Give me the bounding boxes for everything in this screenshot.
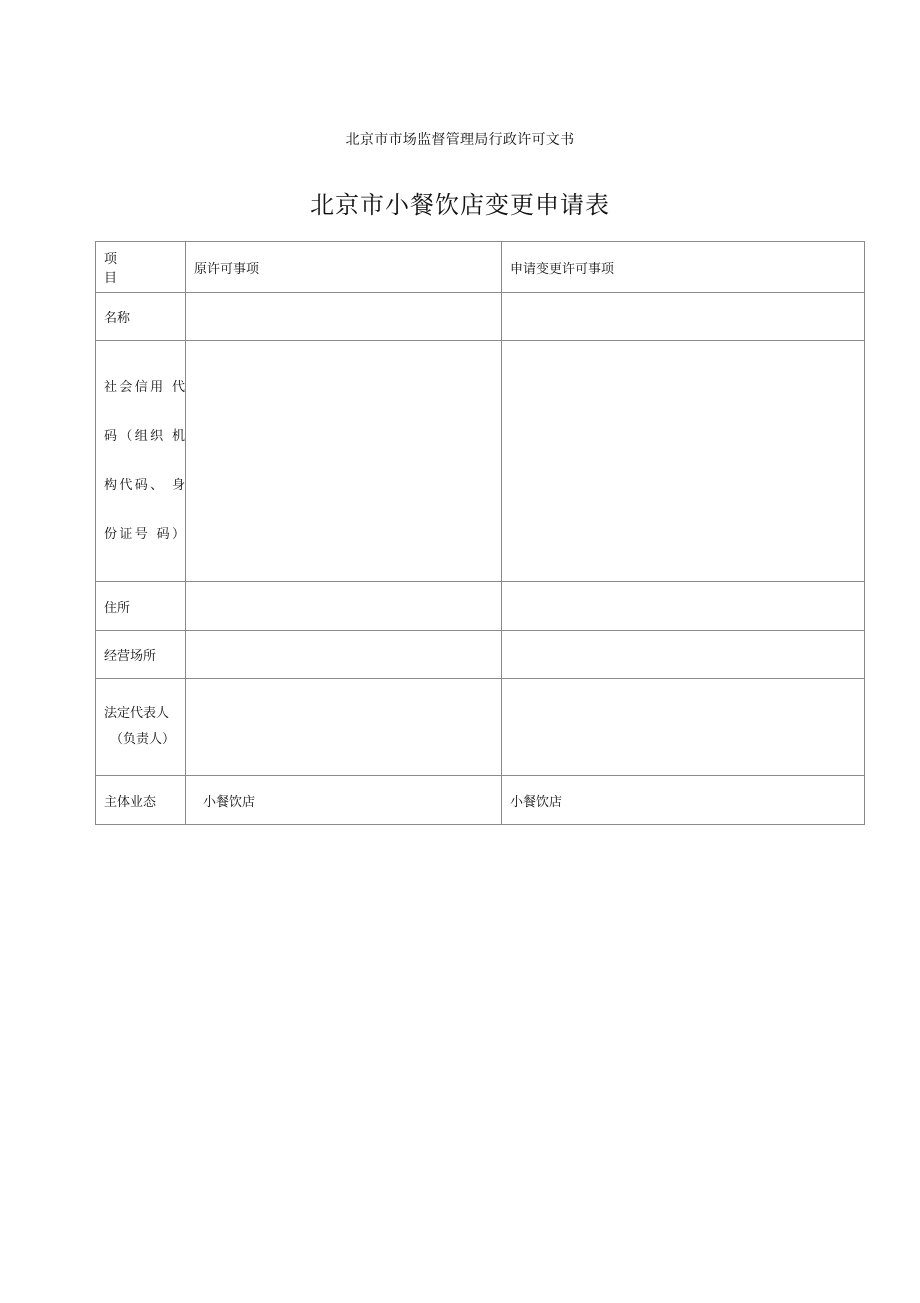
row-label: 法定代表人 （负责人） <box>96 679 186 776</box>
table-row-name <box>96 293 865 341</box>
table-row-business-type <box>96 776 865 825</box>
requested-business-type-value: 小餐饮店 <box>502 776 865 825</box>
original-business-site-field <box>186 631 502 679</box>
table-row-address <box>96 582 865 631</box>
requested-credit-code-field <box>502 341 865 582</box>
row-label: 主体业态 <box>96 776 186 825</box>
column-header-original: 原许可事项 <box>186 242 502 293</box>
document-title: 北京市小餐饮店变更申请表 <box>310 191 610 219</box>
requested-name-field <box>502 293 865 341</box>
requested-legal-representative-field <box>502 679 865 776</box>
original-address-field <box>186 582 502 631</box>
original-credit-code-field <box>186 341 502 582</box>
original-business-type-value: 小餐饮店 <box>186 776 502 825</box>
row-label: 经营场所 <box>96 631 186 679</box>
change-application-table <box>95 241 865 825</box>
row-label: 名称 <box>96 293 186 341</box>
requested-address-field <box>502 582 865 631</box>
row-label: 社会信用 代 码（组织 机 构代码、 身 份证号 码） <box>96 341 186 582</box>
document-header: 北京市市场监督管理局行政许可文书 <box>345 132 575 148</box>
table-row-legal-representative <box>96 679 865 776</box>
row-label: 住所 <box>96 582 186 631</box>
table-row-business-site <box>96 631 865 679</box>
table-row-credit-code <box>96 341 865 582</box>
table-header-row <box>96 242 865 293</box>
column-header-item: 项 目 <box>96 242 186 293</box>
original-legal-representative-field <box>186 679 502 776</box>
requested-business-site-field <box>502 631 865 679</box>
column-header-requested: 申请变更许可事项 <box>502 242 865 293</box>
original-name-field <box>186 293 502 341</box>
